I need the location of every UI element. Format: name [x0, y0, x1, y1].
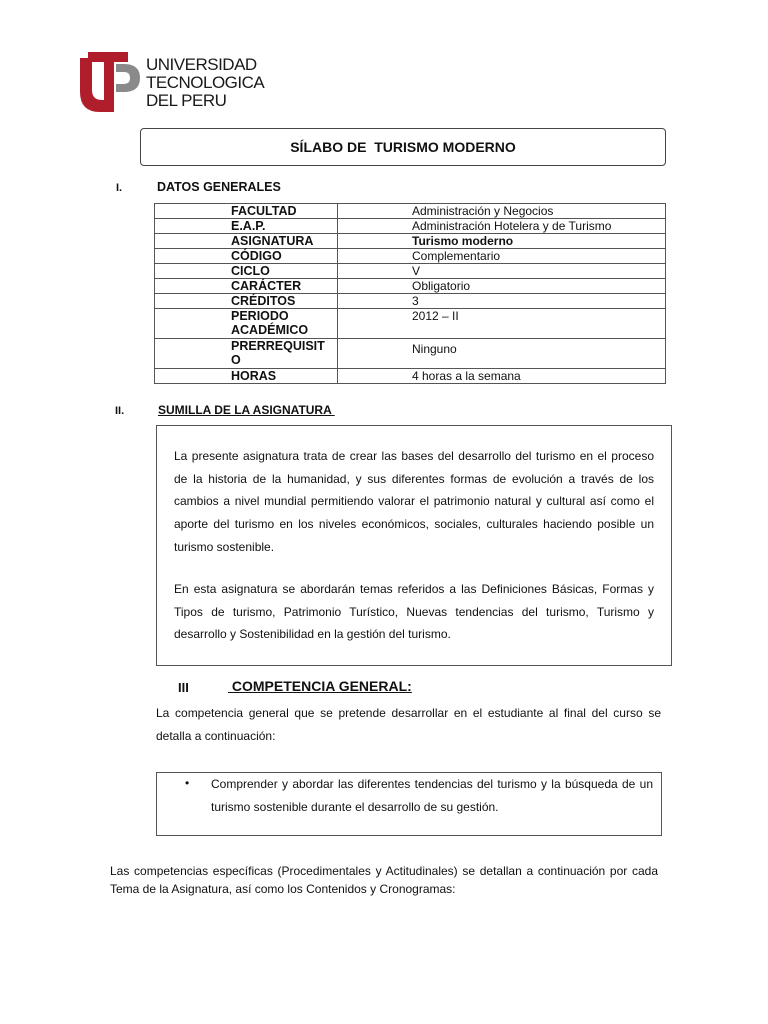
- sumilla-paragraph-2: En esta asignatura se abordarán temas referidos a las Definiciones Básicas, Formas y Tipos de turismo, Patrimonio Turístico, Nuevas tendencias del turismo, Turismo y desarrollo y Sostenibilidad en la gestión del turismo.: [174, 582, 654, 642]
- row-label: FACULTAD: [155, 204, 338, 219]
- row-value: Ninguno: [338, 339, 666, 369]
- table-row: [155, 264, 666, 279]
- row-value: V: [338, 264, 666, 279]
- row-label: CARÁCTER: [155, 279, 338, 294]
- row-label: CICLO: [155, 264, 338, 279]
- row-label: ASIGNATURA: [155, 234, 338, 249]
- general-data-table: [154, 203, 666, 384]
- document-title-box: [140, 128, 666, 166]
- row-label: CÓDIGO: [155, 249, 338, 264]
- section-3-title: COMPETENCIA GENERAL:: [228, 678, 412, 694]
- row-label: E.A.P.: [155, 219, 338, 234]
- row-label: [155, 339, 338, 369]
- table-row: [155, 279, 666, 294]
- row-value: Obligatorio: [338, 279, 666, 294]
- competencia-box: [156, 772, 662, 836]
- section-1-title: DATOS GENERALES: [157, 180, 281, 194]
- competencia-item: Comprender y abordar las diferentes tendencias del turismo y la búsqueda de un turismo sostenible durante el desarrollo de su gestión.: [211, 777, 653, 814]
- row-value: 2012 – II: [338, 309, 666, 339]
- table-row: [155, 339, 666, 369]
- logo-line-1: UNIVERSIDAD: [146, 55, 257, 74]
- bullet-icon: •: [185, 776, 190, 790]
- row-value: Turismo moderno: [338, 234, 666, 249]
- table-row: [155, 219, 666, 234]
- row-value: Administración Hotelera y de Turismo: [338, 219, 666, 234]
- section-1-number: I.: [116, 182, 123, 194]
- row-label: CRÉDITOS: [155, 294, 338, 309]
- competencia-intro: La competencia general que se pretende desarrollar en el estudiante al final del curso se detalla a continuación:: [156, 706, 661, 743]
- section-2-number: II.: [115, 405, 125, 417]
- row-value: Administración y Negocios: [338, 204, 666, 219]
- logo-wordmark: [146, 56, 264, 110]
- table-row: [155, 294, 666, 309]
- table-row: [155, 309, 666, 339]
- closing-paragraph: Las competencias específicas (Procedimentales y Actitudinales) se detallan a continuación por cada Tema de la Asignatura, así como los Contenidos y Cronogramas:: [110, 864, 658, 896]
- logo-line-2: TECNOLOGICA: [146, 73, 265, 92]
- row-label-line-2: O: [231, 353, 241, 367]
- table-row: [155, 369, 666, 384]
- logo-line-3: DEL PERU: [146, 91, 227, 110]
- sumilla-box: [156, 425, 672, 666]
- table-row: [155, 234, 666, 249]
- section-2-title: SUMILLA DE LA ASIGNATURA: [158, 403, 335, 417]
- sumilla-paragraph-1: La presente asignatura trata de crear las bases del desarrollo del turismo en el proceso de la historia de la humanidad, y sus diferentes formas de evolución a través de los cambios a nivel mundial permitiendo valorar el patrimonio natural y cultural así como el aporte del turismo en los niveles económicos, sociales, culturales haciendo posible un turismo sostenible.: [174, 449, 654, 554]
- row-label: HORAS: [155, 369, 338, 384]
- row-label-line-1: PRERREQUISIT: [231, 339, 325, 353]
- row-value: 3: [338, 294, 666, 309]
- utp-emblem-icon: [78, 50, 148, 116]
- row-value: 4 horas a la semana: [338, 369, 666, 384]
- document-title: SÍLABO DE TURISMO MODERNO: [290, 139, 516, 155]
- row-value: Complementario: [338, 249, 666, 264]
- row-label: [155, 309, 338, 339]
- table-row: [155, 204, 666, 219]
- section-3-number: III: [178, 680, 189, 695]
- table-row: [155, 249, 666, 264]
- row-label-line-2: ACADÉMICO: [231, 323, 309, 337]
- row-label-line-1: PERIODO: [231, 309, 289, 323]
